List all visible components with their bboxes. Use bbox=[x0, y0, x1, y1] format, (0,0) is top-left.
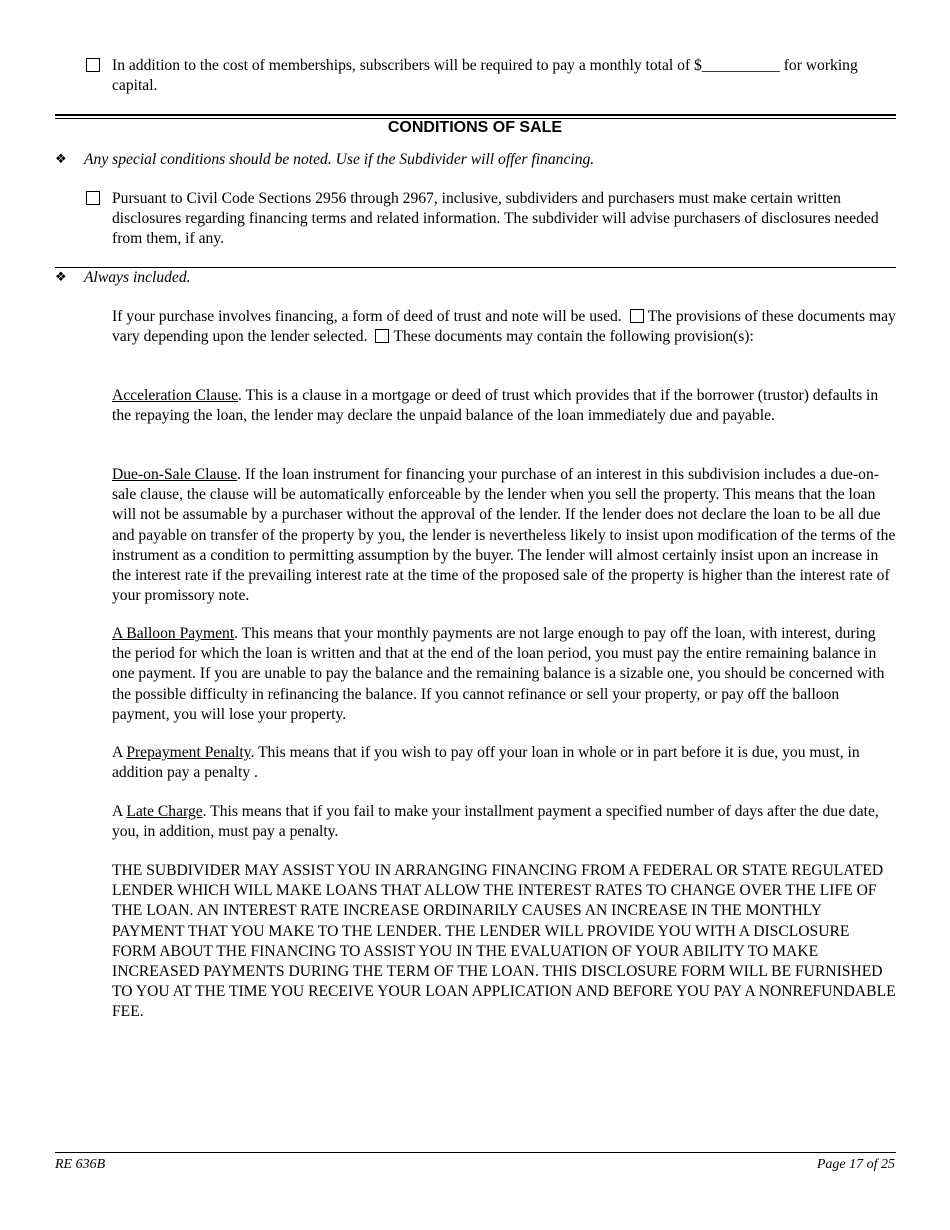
financing-text-part2: The provisions of these documents may vary depending upon the lender selected. bbox=[112, 308, 896, 346]
financing-text-part1: If your purchase involves financing, a form of deed of trust and note will be used. bbox=[112, 308, 622, 325]
prepayment-penalty-text: . This means that if you wish to pay off your loan in whole or in part before it is due, you must, in addition pay a penalty . bbox=[112, 744, 860, 782]
late-charge-term: Late Charge bbox=[126, 803, 203, 820]
special-conditions-note: Any special conditions should be noted. Use if the Subdivider will offer financing. bbox=[84, 151, 595, 168]
balloon-payment-paragraph bbox=[112, 624, 896, 725]
balloon-payment-text: . This means that your monthly payments are not large enough to pay off the loan, with interest, during the period for which the loan is written and that at the end of the loan period, you must pay the entire remaining balance in one payment. If you are unable to pay the balance and the remaining balance is a sizable one, you should be concerned with the possible difficulty in refinancing the balance. If you cannot refinance or sell your property, or pay off the balloon payment, you will lose your property. bbox=[112, 625, 885, 723]
acceleration-clause-text: . This is a clause in a mortgage or deed of trust which provides that if the borrower (trustor) defaults in the repaying the loan, the lender may declare the unpaid balance of the loan immediately due and payable. bbox=[112, 387, 879, 425]
civil-code-text: Pursuant to Civil Code Sections 2956 through 2967, inclusive, subdividers and purchasers must make certain written disclosures regarding financing terms and related information. The subdivider will advise purchasers of disclosures needed from them, if any. bbox=[112, 190, 879, 248]
section-double-rule-top bbox=[55, 114, 896, 116]
civil-code-checkbox[interactable] bbox=[86, 191, 100, 205]
prepayment-penalty-paragraph bbox=[112, 743, 896, 783]
working-capital-text: In addition to the cost of memberships, subscribers will be required to pay a monthly total of $__________ for working capital. bbox=[112, 57, 858, 95]
footer-form-id: RE 636B bbox=[55, 1157, 106, 1172]
acceleration-clause-paragraph bbox=[112, 386, 896, 426]
late-charge-paragraph bbox=[112, 802, 896, 842]
due-on-sale-term: Due-on-Sale Clause bbox=[112, 466, 238, 483]
late-charge-text: . This means that if you fail to make your installment payment a specified number of days after the due date, you, in addition, must pay a penalty. bbox=[112, 803, 879, 841]
balloon-payment-term: A Balloon Payment bbox=[112, 625, 235, 642]
footer-rule bbox=[55, 1152, 896, 1153]
due-on-sale-text: . If the loan instrument for financing your purchase of an interest in this subdivision includes a due-on-sale clause, the clause will be automatically enforceable by the lender when you sell the property. This means that the loan will not be assumable by a purchaser without the approval of the lender. If the lender does not declare the loan to be all due and payable on transfer of the property by you, the lender is nevertheless likely to insist upon modification of the terms of the instrument as a condition to permitting assumption by the buyer. The lender will almost certainly insist upon an increase in the interest rate if the prevailing interest rate at the time of the proposed sale of the property is higher than the interest rate of your promissory note. bbox=[112, 466, 896, 605]
bullet-diamond-icon: ❖ bbox=[55, 270, 67, 285]
due-on-sale-paragraph bbox=[112, 465, 896, 606]
late-charge-prefix: A bbox=[112, 803, 127, 820]
acceleration-clause-term: Acceleration Clause bbox=[112, 387, 238, 404]
prepayment-prefix: A bbox=[112, 744, 127, 761]
following-provisions-checkbox[interactable] bbox=[375, 329, 389, 343]
prepayment-penalty-term: Prepayment Penalty bbox=[126, 744, 251, 761]
financing-paragraph bbox=[112, 307, 896, 347]
footer-page-number: Page 17 of 25 bbox=[816, 1157, 895, 1172]
financing-text-part3: These documents may contain the following provision(s): bbox=[393, 328, 754, 346]
financing-disclosure-paragraph: THE SUBDIVIDER MAY ASSIST YOU IN ARRANGING FINANCING FROM A FEDERAL OR STATE REGULATED LENDER WHICH WILL MAKE LOANS THAT ALLOW THE INTEREST RATES TO CHANGE OVER THE LIFE OF THE LOAN. AN INTEREST RATE INCREASE ORDINARILY CAUSES AN INCREASE IN THE MONTHLY PAYMENT THAT YOU MAKE TO THE LENDER. THE LENDER WILL PROVIDE YOU WITH A DISCLOSURE FORM ABOUT THE FINANCING TO ASSIST YOU IN THE EVALUATION OF YOUR ABILITY TO MAKE INCREASED PAYMENTS DURING THE TERM OF THE LOAN. THIS DISCLOSURE FORM WILL BE FURNISHED TO YOU AT THE TIME YOU RECEIVE YOUR LOAN APPLICATION AND BEFORE YOU PAY A NONREFUNDABLE FEE. bbox=[112, 862, 896, 1021]
always-included-note: Always included. bbox=[84, 269, 191, 286]
bullet-diamond-icon: ❖ bbox=[55, 152, 67, 167]
provisions-vary-checkbox[interactable] bbox=[630, 309, 644, 323]
working-capital-checkbox[interactable] bbox=[86, 58, 100, 72]
section-title: CONDITIONS OF SALE bbox=[387, 119, 563, 136]
